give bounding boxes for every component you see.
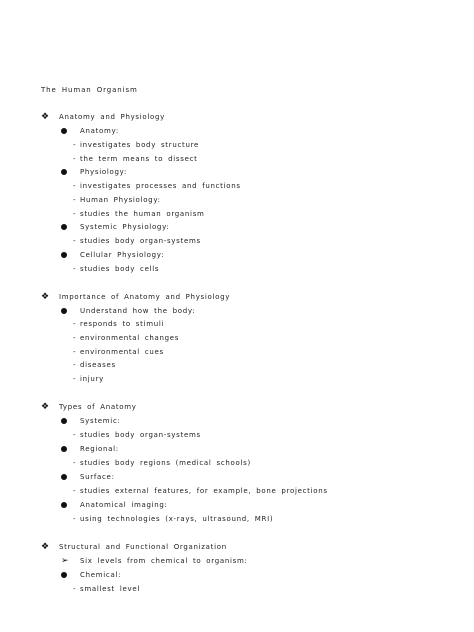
outline-item-text: Types of Anatomy bbox=[59, 403, 137, 411]
dash-bullet: - bbox=[73, 141, 77, 149]
round-bullet-icon bbox=[61, 307, 80, 317]
outline-item-level-3 bbox=[73, 487, 328, 496]
dash-bullet: - bbox=[73, 459, 77, 467]
document-title: The Human Organism bbox=[41, 86, 138, 94]
diamond-bullet-icon: ❖ bbox=[41, 402, 50, 412]
diamond-bullet-icon: ❖ bbox=[41, 112, 50, 122]
outline-item-level-2 bbox=[61, 501, 168, 510]
dash-bullet: - bbox=[73, 375, 77, 383]
dash-bullet: - bbox=[73, 196, 77, 204]
outline-item-text: environmental changes bbox=[80, 334, 180, 342]
outline-item-level-3 bbox=[73, 182, 241, 191]
dash-bullet: - bbox=[73, 265, 77, 273]
outline-item-level-3 bbox=[73, 348, 164, 357]
round-bullet-icon bbox=[61, 168, 80, 178]
outline-item-level-3 bbox=[73, 431, 201, 440]
outline-item-level-1 bbox=[41, 293, 230, 302]
outline-item-text: Anatomy: bbox=[80, 127, 119, 135]
dash-bullet: - bbox=[73, 431, 77, 439]
diamond-bullet-icon: ❖ bbox=[41, 542, 50, 552]
outline-item-level-1 bbox=[41, 403, 137, 412]
outline-item-level-3 bbox=[73, 141, 199, 150]
outline-item-level-3 bbox=[73, 237, 201, 246]
round-bullet-icon bbox=[61, 251, 80, 261]
dash-bullet: - bbox=[73, 585, 77, 593]
outline-item-level-3 bbox=[73, 320, 164, 329]
outline-item-text: Human Physiology: bbox=[80, 196, 161, 204]
outline-item-level-2 bbox=[61, 307, 195, 316]
outline-item-text: studies body organ-systems bbox=[80, 431, 201, 439]
outline-item-text: responds to stimuli bbox=[80, 320, 165, 328]
outline-item-level-3 bbox=[73, 196, 161, 205]
outline-item-level-3 bbox=[73, 361, 116, 370]
outline-item-text: Importance of Anatomy and Physiology bbox=[59, 293, 231, 301]
dash-bullet: - bbox=[73, 487, 77, 495]
round-bullet-icon bbox=[61, 445, 80, 455]
outline-item-level-3 bbox=[73, 515, 273, 524]
outline-item-level-2 bbox=[61, 168, 127, 177]
outline-item-level-2 bbox=[61, 571, 121, 580]
outline-item-text: Anatomical imaging: bbox=[80, 501, 168, 509]
outline-item-level-2 bbox=[61, 473, 115, 482]
outline-item-text: using technologies (x-rays, ultrasound, MRI) bbox=[80, 515, 274, 523]
dash-bullet: - bbox=[73, 155, 77, 163]
outline-item-text: studies body regions (medical schools) bbox=[80, 459, 251, 467]
round-bullet-icon bbox=[61, 223, 80, 233]
outline-item-text: Structural and Functional Organization bbox=[59, 543, 227, 551]
outline-item-text: Anatomy and Physiology bbox=[59, 113, 166, 121]
outline-item-level-2 bbox=[61, 251, 164, 260]
outline-item-level-3 bbox=[73, 334, 179, 343]
outline-item-text: Chemical: bbox=[80, 571, 122, 579]
dash-bullet: - bbox=[73, 210, 77, 218]
dash-bullet: - bbox=[73, 515, 77, 523]
outline-item-text: injury bbox=[80, 375, 104, 383]
outline-item-level-2 bbox=[61, 127, 119, 136]
dash-bullet: - bbox=[73, 348, 77, 356]
round-bullet-icon bbox=[61, 417, 80, 427]
outline-item-level-3 bbox=[73, 210, 205, 219]
dash-bullet: - bbox=[73, 361, 77, 369]
outline-item-level-3 bbox=[73, 585, 140, 594]
outline-item-text: studies body cells bbox=[80, 265, 160, 273]
round-bullet-icon bbox=[61, 473, 80, 483]
outline-item-level-3 bbox=[73, 459, 251, 468]
outline-item-text: Systemic: bbox=[80, 417, 121, 425]
outline-item-text: Six levels from chemical to organism: bbox=[80, 557, 248, 565]
outline-item-text: Surface: bbox=[80, 473, 115, 481]
outline-item-text: Systemic Physiology: bbox=[80, 223, 170, 231]
outline-item-text: the term means to dissect bbox=[80, 155, 198, 163]
outline-item-text: investigates processes and functions bbox=[80, 182, 241, 190]
outline-item-level-2 bbox=[61, 417, 121, 426]
outline-item-text: diseases bbox=[80, 361, 116, 369]
outline-item-text: studies external features, for example, bone projections bbox=[80, 487, 328, 495]
outline-item-level-1 bbox=[41, 113, 165, 122]
outline-item-text: smallest level bbox=[80, 585, 141, 593]
diamond-bullet-icon: ❖ bbox=[41, 292, 50, 302]
outline-item-level-2 bbox=[61, 223, 169, 232]
outline-item-text: environmental cues bbox=[80, 348, 164, 356]
round-bullet-icon bbox=[61, 571, 80, 581]
outline-item-level-1 bbox=[41, 543, 227, 552]
outline-item-level-3 bbox=[73, 155, 198, 164]
outline-item-text: studies body organ-systems bbox=[80, 237, 201, 245]
outline-item-text: Physiology: bbox=[80, 168, 128, 176]
outline-item-level-3 bbox=[73, 265, 159, 274]
outline-item-level-2 bbox=[61, 445, 119, 454]
outline-item-level-3 bbox=[73, 375, 104, 384]
dash-bullet: - bbox=[73, 320, 77, 328]
round-bullet-icon bbox=[61, 501, 80, 511]
dash-bullet: - bbox=[73, 182, 77, 190]
outline-item-text: Regional: bbox=[80, 445, 119, 453]
outline-item-text: Understand how the body: bbox=[80, 307, 196, 315]
outline-item-text: investigates body structure bbox=[80, 141, 200, 149]
outline-item-text: Cellular Physiology: bbox=[80, 251, 165, 259]
arrow-bullet-icon: ➢ bbox=[61, 556, 70, 566]
outline-item-level-2 bbox=[61, 557, 248, 566]
outline-item-text: studies the human organism bbox=[80, 210, 205, 218]
dash-bullet: - bbox=[73, 334, 77, 342]
round-bullet-icon bbox=[61, 127, 80, 137]
dash-bullet: - bbox=[73, 237, 77, 245]
